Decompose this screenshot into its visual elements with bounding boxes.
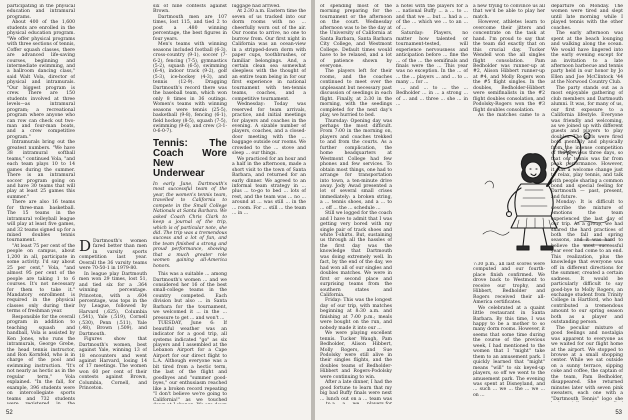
paragraph: TUESDAY, June 6: If beautiful weather was an indicator for a good trip, all systems indicated "go" as six players and I assembled at the Lebanon Airport for a Cape Airport for our direct flight to L.A. Although everyone was a bit tired from a hectic term, the last of the flight and goodbyes and "summer good-byes," our enthusiasm reached like a broken record repeating "I don't believe we're going to California!" as we touched <box>153 321 227 403</box>
paragraph: After a late dinner, I had the good fortune to learn that my big bad Buffy finals were next ... lunch out on a ... team was <box>320 380 392 402</box>
left-column-4 <box>232 4 306 404</box>
paragraph: Still we logged for the coach and I have to admit that I was getting very bored with my single pair of track shoes and white T-shirts. But, sustaining us through all the hassles of the first day was the knowledge that Dartmouth was doing extremely well. In fact, by the end of the day, we had won all of our singles and doubles matches. We were in first or second place and surprising teams from the southern states and California. <box>320 211 392 299</box>
paragraph: We celebrated at a quaint little restaurant in Santa Barbara. By this time, I was happy to be a mother to so many dorm rooms. However, it seems that some time during the course of the previous week, I had mentioned to the women that I "might" take them to an amusement park. I quickly learned that "might" means "will" to six keyed-up players, so off we went to the amusement park. The evening was spent at Disneyland, and ... such ... we ... the ... we ... on ... <box>473 305 545 398</box>
paragraph: Men's teams with winning seasons included football (6-3), cross-country (9-1), soccer (7-6-2), fencing (7-5), gymnastics (5-2), squash (6-5), swimming (6-4), indoor track (9-2), golf (5-3), ice-hockey (4-3), and tennis (12-9). Dragging Dartmouth's record there was the baseball team, which won only 8 times in 36 outings. Women's teams with winning seasons were tennis (25-5), basketball (9-8), fencing (6-1), field hockey (8-5), squash (7-5), swimming (9-6), and crew (3-1-0-6-0-7). <box>153 42 227 135</box>
paragraph: Thursday: Opening day was perhaps the most difficult. From 7:00 in the morning on, players and coaches trekked to and from the courts. As a further complication, the home headquarters at Westmont College had few phones and few services. To obtain most things, one had to arrange for transportation into town, a ten-minute drive away. Jody Awad presented a lot of several small crises immediately: a broken string, a ... tennis shoes, and a ... to ... off ... the ... schedule ... <box>320 118 392 211</box>
paragraph: Intramurals bring out the greatest numbers. "We have 38 intramural softball teams," continued Vola, "and each team plays 10 to 14 games during the summer. There is an intramural soccer program going on and have 30 teams that will play at least 25 games this summer." <box>7 140 75 200</box>
paragraph: Responsible for the overall program in addition to teaching squash and handball, Vola is assisted by Ken Jones, who runs the intramurals, George Grebe, the head tennis instructor, and Ron Kornfeld, who is in charge of the pool and swimming instruction. "It's not nearly as hectic as in the regular term," Vola explained. "In the fall, for example, 396 students were on intercollegiate sports teams and 732 students <box>7 314 75 402</box>
left-column-1 <box>7 4 75 404</box>
paragraph: Friday: This was the longest day of our trip, with matches beginning at 8:30 a.m. and finishing at 7:00 p.m.; meals were bought on the run, and nobody made it into our ... <box>320 298 392 331</box>
page-number: 53 <box>615 410 622 416</box>
right-page <box>315 0 628 420</box>
paragraph: We were playing excellent tennis. Tucker Waugh, Pam Bedholder, Alison Hibbert, Molly Rogers, and Sue Podolsky were still alive in their singles flights, and the doubles teams of Bedholder-Hibbert and Rogers-Podolsky were continuing to win. <box>320 331 392 380</box>
left-column-2 <box>79 4 147 404</box>
right-column-1 <box>320 4 392 404</box>
paragraph: "At least 75 per cent of the people on campus, about 1,200 in all, participate in some activity. I'd say about 25 per cent," Vola, "and almost 95 per cent of the people are taking 1 to 6 courses. It's not necessary for them to take it." Mandatory enrollment is required in the physical classes only during their terms of freshman year. <box>7 243 75 315</box>
paragraph: We practiced for an hour and a half in the afternoon, made a short visit to the town of Santa Barbara, and returned for an early dinner. We agreed to an informal team strategy in ... plus ... to-go to bed ... lots of rest, and the team was ... no ... around at ... was still ... in the ... room. For ... still ... the team ... in ... <box>232 156 306 217</box>
paragraph: Monday: It is difficult to describe the mixture of emotions the team experienced the last day of our trip. As a group, we had shared the hard practices of both the fall and spring seasons, and it was hard to believe the most successful year ever had come to an end. This realization, plus the knowledge that everyone was off in different directions for the summer, created a certain sadness. It would be particularly difficult to say good-bye to Molly Rogers, an exchange student from Trinity College in Hartford, who had contributed a tremendous amount to our spring season both as a player and outstanding person. <box>551 200 623 326</box>
paragraph: a hotel with the players for a ... national Buffy ... a ... to ... and that we ... but ... had a ... of the ... which we ... to an ... of ... <box>396 4 468 31</box>
left-page <box>0 0 311 420</box>
paragraph: The players left for their rooms, and the coaches continued to meet over the unpleasant but necessary past discussion of seedings in each flight. Finally, at 2:30 in the morning, with the seedings completed for the next day's play, we hurried to bed. <box>320 69 392 119</box>
paragraph: About 400 of the 1,600 students are enrolled in the physical education program. "We offer physical programs with three sections of tennis, Coffer squash classes, there are advanced life-saving courses, beginning and intermediate swimming, and a ballroom dancing class," said Walt Vola, director of physical and intramurals. "Our biggest program is crew. There are 150 students involved at three levels—as intramural program; a recreational program where anyone who can row can check out two-man and four-man boats, and a crew competitive program." <box>7 20 75 140</box>
drop-cap: D <box>79 237 92 255</box>
article-headline: Tennis: The Coach Wore New Underwear <box>153 137 227 179</box>
paragraph: In league play Dartmouth men won 29 times, lost 51, and tied six for a .364 winning percentage. Princeton, with a .604 percentage, was tops in the Ivy League, followed by Harvard (.625), Columbia (.541), Yale (.519), Cornell (.530), Penn (.511), Yale (.48), Brown (.509), and Dartmouth. <box>79 271 147 337</box>
right-column-2 <box>396 4 468 404</box>
paragraph: six of nine contests against Brown. <box>153 4 227 15</box>
paragraph: As the matches came to a <box>478 113 545 118</box>
paragraph: a new trying to convince us all that we'd be able to play her match. <box>473 4 545 20</box>
paragraph: of spending most of the morning preparing for the tournament or the afternoon on the court. Wednesday afternoon was to be the day at the University of California at Santa Barbara, Santa Barbara City College, and Westmont College. Default times would have to be relaxed, and a lot of patience shown by everyone. <box>320 4 392 69</box>
paragraph: The party stands out as a most enjoyable gathering of club members and Dartmouth alumni. It was, for many of us, our first exposure to a California lifestyle. Everyone was friendly and welcoming, as we joined up with different guests and players to play doubles. The girls were fired both mentally and physically from the intense competition of the previous three days, so that our tennis was far from peak performance. However, it was a welcome change just to relax, play tennis, and talk with people sharing a common bond and special feeling for Dartmouth — past, present, and future. <box>551 85 623 200</box>
paragraph: Wednesday: Today was reserved for team arrivals, practice, and initial meetings for players and coaches in the evening. A sizable number of players, coaches, and a closed-door meeting with the ... baggage outside our rooms. We crowded to the ... stove and sleep ... our things. <box>232 102 306 157</box>
article-standfirst: In early June, Dartmouth's most successful team of the year, the women's tennis team, travelled to California to compete in the Small College Nationals at Santa Barbara. We asked Coach Chris Clark to keep a journal of the trip, which is of particular note, she did. The trip was a tremendous success and a lot of fun, and the team finished a strong and proud performance, showing that a much greater role women gaining all-America honors. <box>153 181 227 269</box>
right-column-4 <box>551 4 623 402</box>
paragraph: participating in the physical education and intramural programs. <box>7 4 75 20</box>
right-column-3 <box>473 4 545 118</box>
paragraph: The early afternoon was spent at the beach lounging and walking along the ocean. We would have lingered into the early evening except for an invitation to a late afternoon barbecue and tennis party held in our honor by Jo Ellen and Joe McClintock '44 at the Norwood Country Club. <box>551 31 623 86</box>
paragraph: Dartmouth men are 107 times, lost 115, and tied 2 to post a .480 winning percentage, the best figures in four years. <box>153 14 227 42</box>
paragraph: However, athletes learn to overcome their jitters and concentrate on the task at hand. I'm proud to say that the team did exactly that on this crucial day. Tucker Wendell won the all singles flight consolation. Pam Bedholder was runner-up at #2, Alison Hibbert runner-up at #4, and Molly Rogers won the #5 flight singles. In the doubles, Bedholder-Hibbert were semifinalists in the #2 flight doubles consolation, and Podolsky-Rogers won the #3 flight doubles consolation. <box>473 20 545 113</box>
paragraph: departure on Monday. The women were tired and slept until late morning while I played tennis with the other coaches. <box>551 4 623 31</box>
paragraph: The peculiar mixture of good feelings and nostalgia was apparent to everyone as we waited for our flight home at the airport. We stopped to browse at a small shopping center. While we sat outside on a sunny terrace, sipping coke and coffee, the captain of the team, Pam Bedholder, disappeared. She returned minutes later with seven pink sweaters, each one with a "Dartmouth Tennis" logo she <box>551 325 623 402</box>
paragraph: There are also 16 teams for three-man basketball. The 15 teams in the intramural volleyball league will play at least five games, and 32 teams signed up for a mixed doubles tennis tournament. <box>7 200 75 244</box>
paragraph-with-dropcap <box>79 239 147 272</box>
right-column-3-lower <box>473 262 545 402</box>
left-column-3 <box>153 4 227 404</box>
paragraph: At 2:30 a.m. Eastern time the seven of us tracked into our dorm rooms with no ... cheerfully worn out of the air. Our rooms to arrive, no one to burrow from. Our first night in California was an ocean-view in a stripped-down dorm with paper cups, toothbrushes, or familiar belongings. And, a certain clean sea somewhat sleepless with the thought of an entire team being in for our first experience in national tournament with ten-tennis teams, coaches, and a competitive tournament. <box>232 9 306 102</box>
paragraph: luggage had arrived. <box>232 4 281 9</box>
paragraph: 7:30 p.m., all last scores were computed and our fourth-place finish confirmed. We drove back to Westmont to receive our trophy, and Hibbert, Bedholder and Rogers received their all-America certificates. <box>473 262 545 306</box>
paragraph: Saturday: Players, no matter how talented or tournament-tested, will experience nervousness and anticipation before ... fine the ... of the ... the semifinals and finals were the ... This year was no exception. In the ... of ... the ... players ... and ... to ... many ... for ... <box>396 31 468 86</box>
paragraph-text: Dartmouth's women fared better than men in varsity sports competition last year. Overall the 36 varsity teams were 70-50-1 in 1979-80. <box>79 239 147 272</box>
paragraph: ... and ... to ... the ... Bedholder ... in ... a strong ... of ... and ... three ... she ... in ... <box>396 85 468 108</box>
paragraph: This was a suitable ... among Dartmouth's women ... and we considered her 16 of the best small-college teams in the country competed. Each division but also ... in Santa Barbara for the tournament, we welcomed it ... in the ... pressure to get ... and won't ... <box>153 272 227 321</box>
page-number: 52 <box>6 410 13 416</box>
paragraph: Figures show that Dartmouth's women, best against Yale, winning 13 of 18 encounters and went against Harvard, losing 14 of 17 meetings. The women won 60 per cent of their contests against Brown, Columbia, Cornell, and Princeton. <box>79 337 147 392</box>
